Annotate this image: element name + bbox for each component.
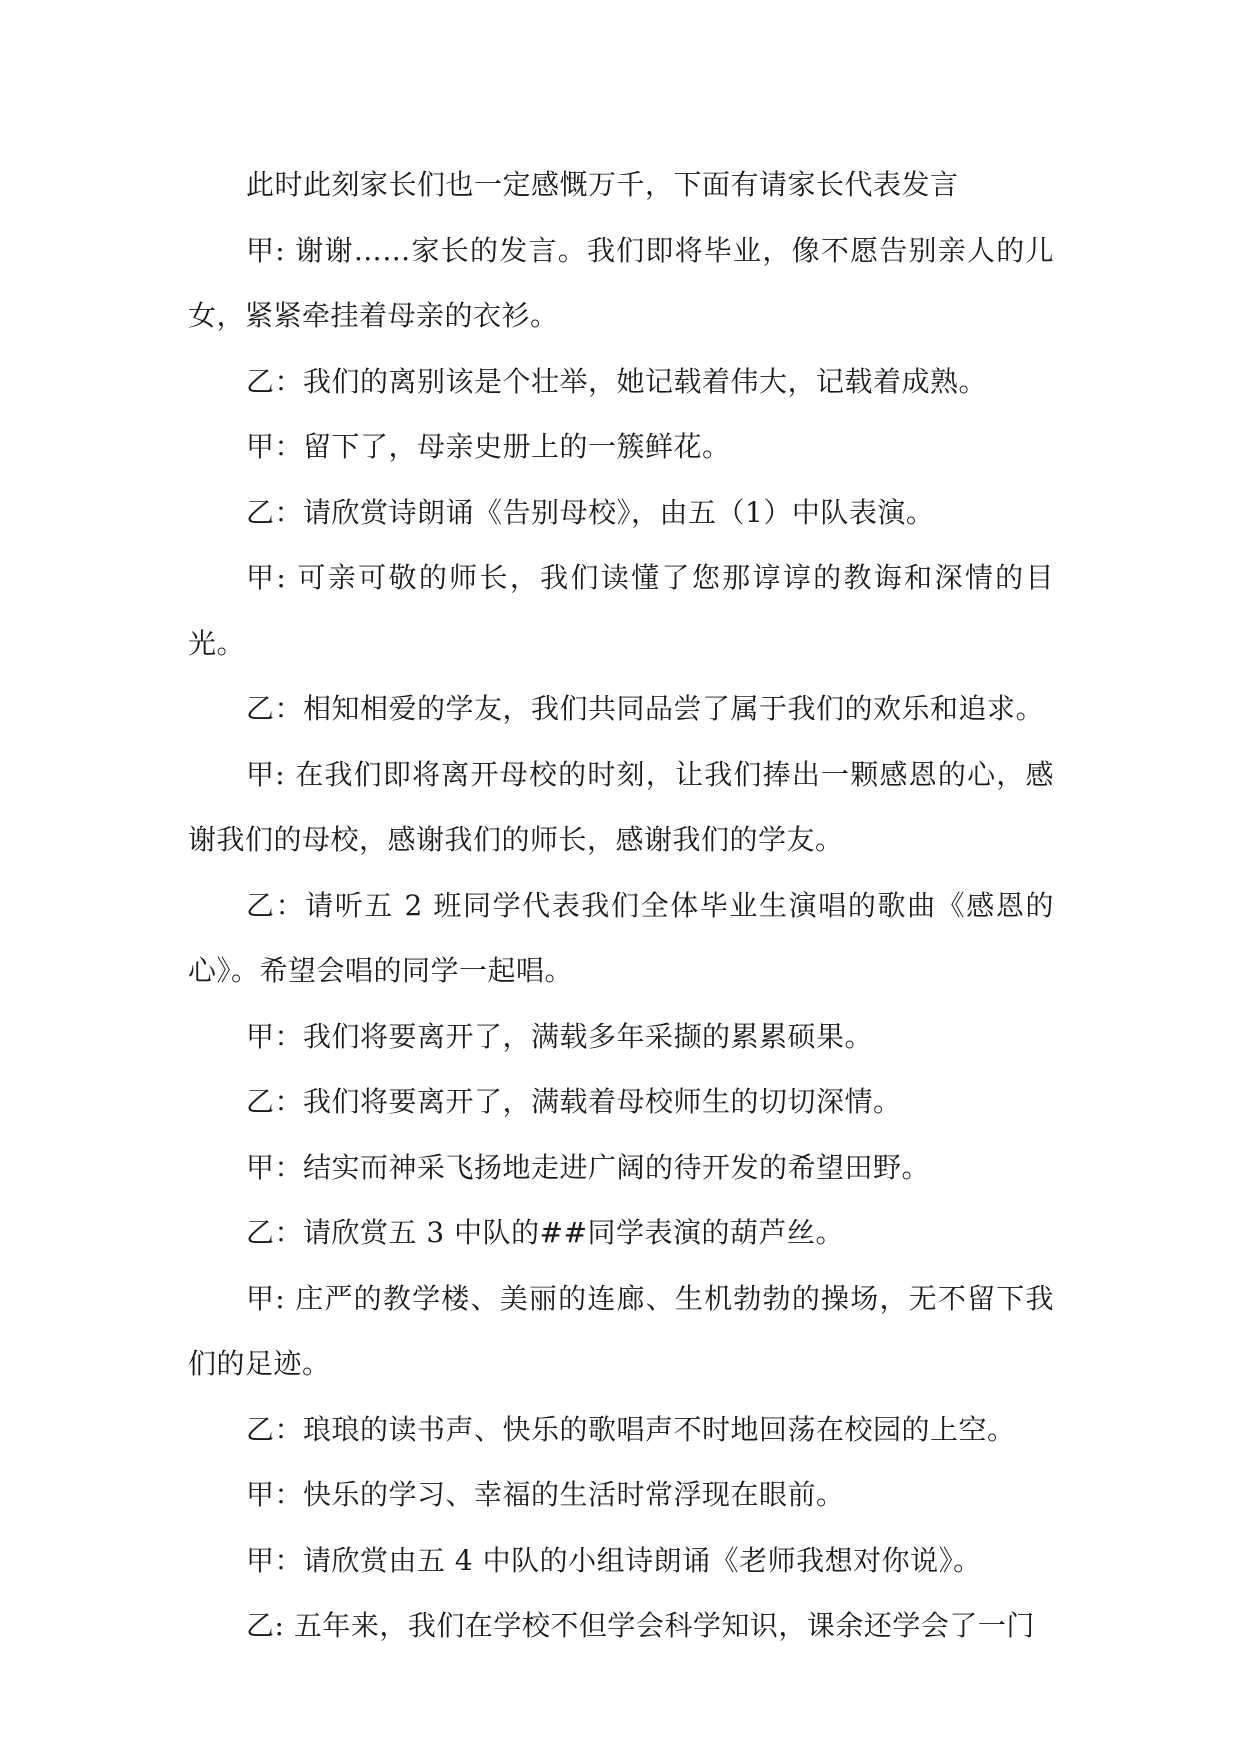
- paragraph: 乙：请欣赏五 3 中队的##同学表演的葫芦丝。: [246, 1216, 845, 1249]
- paragraph: 甲：我们将要离开了，满载多年采撷的累累硕果。: [246, 1019, 874, 1053]
- paragraph: 乙：琅琅的读书声、快乐的歌唱声不时地回荡在校园的上空。: [246, 1412, 1016, 1446]
- paragraph: 乙: 五年来，我们在学校不但学会科学知识，课余还学会了一门: [246, 1609, 1035, 1642]
- paragraph: 乙：相知相爱的学友，我们共同品尝了属于我们的欢乐和追求。: [246, 692, 1045, 725]
- paragraph: 甲: 谢谢……家长的发言。我们即将毕业，像不愿告别亲人的儿女，紧紧牵挂着母亲的衣衫。: [188, 233, 1054, 332]
- paragraph: 乙：我们将要离开了，满载着母校师生的切切深情。: [246, 1085, 902, 1118]
- document-body: [188, 152, 1054, 1659]
- paragraph: 乙：请听五 2 班同学代表我们全体毕业生演唱的歌曲《感恩的心》。希望会唱的同学一起唱。: [188, 888, 1054, 987]
- paragraph: 乙：请欣赏诗朗诵《告别母校》，由五（1）中队表演。: [246, 495, 935, 529]
- paragraph: 乙：我们的离别该是个壮举，她记载着伟大，记载着成熟。: [246, 364, 988, 398]
- paragraph: 甲：结实而神采飞扬地走进广阔的待开发的希望田野。: [246, 1150, 931, 1184]
- paragraph: 甲: 在我们即将离开母校的时刻，让我们捧出一颗感恩的心，感谢我们的母校，感谢我们的师长，感谢我们的学友。: [188, 757, 1054, 856]
- paragraph: 甲：请欣赏由五 4 中队的小组诗朗诵《老师我想对你说》。: [246, 1543, 982, 1577]
- paragraph: 甲：快乐的学习、幸福的生活时常浮现在眼前。: [246, 1478, 845, 1511]
- paragraph: 甲: 可亲可敬的师长，我们读懂了您那谆谆的教诲和深情的目光。: [188, 561, 1054, 660]
- paragraph: 甲：留下了，母亲史册上的一簇鲜花。: [246, 430, 731, 463]
- paragraph: 甲: 庄严的教学楼、美丽的连廊、生机勃勃的操场，无不留下我们的足迹。: [188, 1281, 1054, 1380]
- paragraph: 此时此刻家长们也一定感慨万千，下面有请家长代表发言: [246, 168, 959, 201]
